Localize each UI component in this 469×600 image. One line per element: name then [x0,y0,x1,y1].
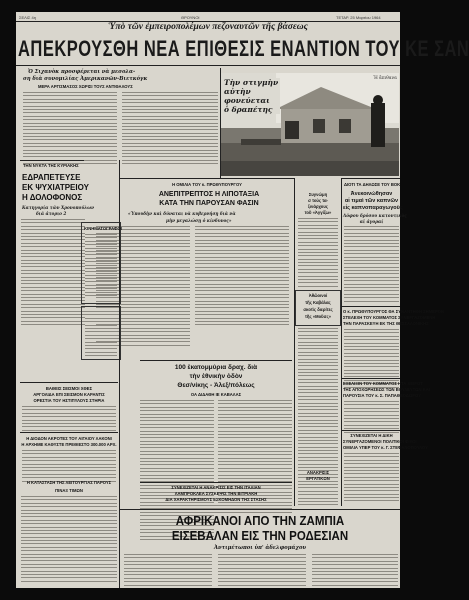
lead-body-text-2 [122,92,218,167]
lead-subhead-1: Ὁ Σιχανὸκ προσφέρεται νὰ μεσολα- [28,69,136,75]
banner-kicker: Ὑπὸ τῶν ἐμπειροπολέμων πεζοναυτῶν τῆς βάσεως [108,22,308,32]
small-center-h1: ΣΥΝΕΧΙΖΕΤΑΙ Η ΑΝΑΚΡΙΣΙΣ ΕΙΣ ΤΗΝ ΙΤΑΛΙΑΝ [171,485,261,490]
lead-subhead-2: ση διὰ συνομιλίας Ἀμερικανῶν-Βιετκόγκ [23,76,148,82]
right-low-headline-6: ΟΜΙΛΙΑ ΥΠΕΡ ΤΟΥ κ. Γ. ΣΤΕΦΑΝΟΠΟΥΛΟΥ [343,445,428,450]
bottom-body [124,554,212,588]
small-advert-2-body [85,311,117,358]
right-brief-body [298,484,338,508]
photo-caption [224,78,280,114]
middle-brief-3: ξινάρχους [308,204,328,209]
small-center-body [140,505,292,515]
lead-kicker: ΤΗΝ ΝΥΚΤΑ ΤΗΣ ΚΥΡΙΑΚΗΣ [23,163,79,168]
small-center-h3: ΔΙΑ ΧΑΡΑΚΤΗΡΙΣΜΟΥΣ ΕΣΚΟΜΗΔΟΝ ΤΗΣ ΣΤΑΣΗΣ [165,497,267,502]
small-left-h2: ΑΡΓΟΛΙΔΑ ΕΠΙ ΣΕΙΣΜΟΝ ΚΑΡΑΝΤΙΣ [33,392,105,397]
tobacco-headline-4: ΟΑ ΔΙΔΑΘΗ ΙΕ ΚΑΒΑΛΑΣ [190,392,242,397]
right-top-deck-2: αἱ ἀγοραί [359,219,384,224]
tobacco-headline-2: τὴν ἐθνικὴν ὁδὸν [189,373,243,380]
right-low-headline-1: ΕΞΕΛΙΞΙΝ ΤΟΥ ΚΟΜΜΑΤΟΣ ΗΤΑ ΧΕΙΡΟΤ [343,381,423,386]
speech-body-text-2 [195,226,289,328]
speech-headline-2: ΚΑΤΑ ΤΗΝ ΠΑΡΟΥΣΑΝ ΦΑΣΙΝ [159,200,259,207]
small-advert-2 [81,306,121,360]
right-low-headline-3: ΠΑΡΟΥΣΙΑ ΤΟΥ κ. Σ. ΠΑΠΑΘΕΟΔΩΡΟΥ [343,393,421,398]
right-low-headline-2: ΤΗΣ ΑΠΟΧΩΡΗΣΕΩΣ ΤΩΝ ΒΟΥΛΕΥΤΩΝ ΚΑΙ [343,387,430,392]
lead-deck-2: διά ἀτοριο 2 [36,211,67,216]
boxed-brief-1: Ἀθῶοινοί [308,293,328,298]
right-top-headline-2: αἱ τιμαὶ τῶν καπνῶν [344,198,399,204]
price-table [21,488,117,584]
banner-headline: ΑΠΕΚΡΟΥΣΘΗ ΝΕΑ ΕΠΙΘΕΣΙΣ ΕΝΑΝΤΙΟΝ ΤΟΥ ΚΕ ΣΑΝ [18,37,469,62]
right-top-headline-3: εἰς καπνοπαραγωγοὺς [343,205,403,211]
price-table-rows [21,496,117,584]
lead-deck-1: Κατηγορία τῶν Χρονοπούλων [22,205,95,210]
bottom-headline-1: ΑΦΡΙΚΑΝΟΙ ΑΠΟ ΤΗΝ ΖΑΜΠΙΑ [175,515,345,529]
small-left-body [22,406,116,433]
right-low-body-2 [344,453,399,504]
small-center-h2: ΛΑΜΠΡΟΚΛΕΑ ΣΥΣΚΕΨΙΣ ΤΗΝ ΒΙΤΡΙΑΚΗ [174,491,258,496]
middle-brief-2: σ τοὺς τα- [308,198,328,203]
right-mid-headline-3: ΤΗΝ ΠΑΡΑΣΚΕΥΗ ΕΚ ΤΗΣ ΘΕΣΣΑΛΟΝΙΚΗΣ [343,321,429,326]
small-advert-1-body [85,234,117,298]
tobacco-headline-3: Θεσ/νίκης - Ἀλεξ/πόλεως [177,382,255,389]
lead-subhead-3: ΜΕΡΑ ΑΡΓΙΣΜΑΣΟΣ ΧΩΡΙΣΙ ΤΟΥΣ ΑΝΤΙΘΑΛΟΥΣ [38,84,133,89]
small-advert-1 [81,222,121,304]
right-top-kicker: ΔΙΟΤΙ ΤΑ ΔΗΛΩΣΕ ΤΟΥ ΒΟΚ [344,182,401,187]
folio-page: ΣΕΛΙΣ 4η [19,15,36,20]
news-photo [221,73,399,176]
right-low-headline-4: ΣΥΝΕΧΙΖΕΤΑΙ Η ΔΙΚΗ [350,433,393,438]
right-mid-headline-1: Ο κ. ΠΡΩΘΥΠΟΥΡΓΟΣ ΘΑ ΣΥΝΑΝΤΗΘΗ ΣΗΜΕΡΟΝ [343,309,445,314]
small-left-body-2 [22,450,116,484]
right-top-headline-1: Ἀνεκοινώθησαν [350,191,393,197]
speech-headline-1: ΑΝΕΠΙΤΡΕΠΤΟΣ Η ΛΙΠΟΤΑΞΙΑ [158,191,260,198]
lead-headline-2: ΕΚ ΨΥΧΙΑΤΡΕΙΟΥ [22,183,89,192]
right-mid-headline-2: ΣΤΕΛΕΧΗ ΤΟΥ ΚΟΜΜΑΤΟΣ ΣΥΝΕΡΓΑΖΟΜΕΝΗ [343,315,436,320]
bottom-body-3 [312,554,398,588]
boxed-brief-3: σκοτὶς διερίτες [303,307,333,312]
right-top-deck-1: Λόφου δρόσου κατοντικὸς [343,213,407,218]
bottom-deck: Ἀντιμέτωποι ὑπ' ἀδελφομάχου [213,545,307,551]
small-left-h4: Η ΔΙΟΔΟΝ ΑΚΡΟΤΕΣ ΤΟΥ ΑΙΓΑΙΟΥ ΛΑΚΟΝΙ [26,436,112,441]
right-brief-h2: ΕΡΓΑΤΙΚΩΝ [306,476,330,481]
photo-caption-line-4: ὁ δραπέτης [224,105,273,114]
small-left-h1: ΒΑΘΕΙΣ ΣΕΙΣΜΟΙ ΧΘΕΣ [45,386,93,391]
small-left-h3: ΟΡΕΣΤΙΑ ΤΟΥ ΗΣΤΙΠΥΛΟΥΣ ΣΤΗΡΙΑ [33,398,105,403]
small-left-h6: Η ΚΑΤΑΣΤΑΣΗ ΤΗΣ ΛΕΙΤΟΥΡΓΙΑΣ ΠΑΡΟΥΣ [26,480,112,485]
small-left-h5: Η ΑΡΧΗΜΕ ΚΑΘΥΣΤΕ ΠΡΕΘΙΕΣΤΟ 300.000 ΑΡΧ. [21,442,117,447]
middle-brief-1: Συγνώμη [308,192,328,197]
bottom-body-2 [218,554,306,588]
price-table-title: ΠΙΝΑΞ ΤΙΜΩΝ [55,488,83,493]
middle-brief-4: τοῦ «Ἀγγίζω» [304,210,332,215]
speech-deck-2: μὴν μεγαλώσῃ ὁ κίνδυνος» [166,218,232,223]
photo-corner-text: Ἡ ἄπιθανα [373,75,397,80]
middle-brief-body [298,218,338,289]
lead-headline-1: ΕΔΡΑΠΕΤΕΥΣΕ [22,173,81,182]
right-low-headline-5: ΣΥΝΕΡΓΑΖΟΜΕΝΟΙ ΠΟΛΙΤΙΚΟΙ ΦΙΛΟΙ [343,439,417,444]
boxed-brief-4: τῆς «Μοῦσς» [305,314,331,319]
boxed-brief-2: τῆς Καβάλας [305,300,331,305]
boxed-brief [295,290,341,326]
tobacco-headline-1: 100 ἑκατομμύρια δραχ. διὰ [174,364,258,371]
lead-body-text-3 [21,219,85,328]
photo-caption-line-3: φονεύεται [224,96,270,105]
lead-body-text [23,92,117,167]
speech-kicker: Η ΟΜΙΛΙΑ ΤΟΥ κ. ΠΡΩΘΥΠΟΥΡΓΟΥ [172,182,242,187]
lead-headline-3: Η ΔΟΛΟΦΟΝΟΣ [22,193,83,202]
speech-deck-1: «Ὑπουδὴν καὶ δύναται νὰ κυβερνήσῃ διὰ νὰ [128,211,236,216]
small-advert-1-title: ΚΙΝΗΜΑΤΟΓΡΑΦΟΙ [84,226,122,231]
bottom-headline-2: ΕΙΣΕΒΑΛΑΝ ΕΙΣ ΤΗΝ ΡΟΔΕΣΙΑΝ [171,530,349,544]
newspaper-page [16,12,469,588]
folio-date: ΤΕΤΑΡ. 25 Μαρτίου 1964 [336,15,381,20]
folio-paper: ΘΡΟΥΝΟΙ [181,15,200,20]
right-brief-h1: ΑΝΑΚΡΙΣΙΣ [306,470,330,475]
photo-caption-line-2: αὐτὴν [224,87,251,96]
photo-caption-line-1: Τὴν στιγμὴν [224,78,279,87]
right-top-body [344,226,399,304]
